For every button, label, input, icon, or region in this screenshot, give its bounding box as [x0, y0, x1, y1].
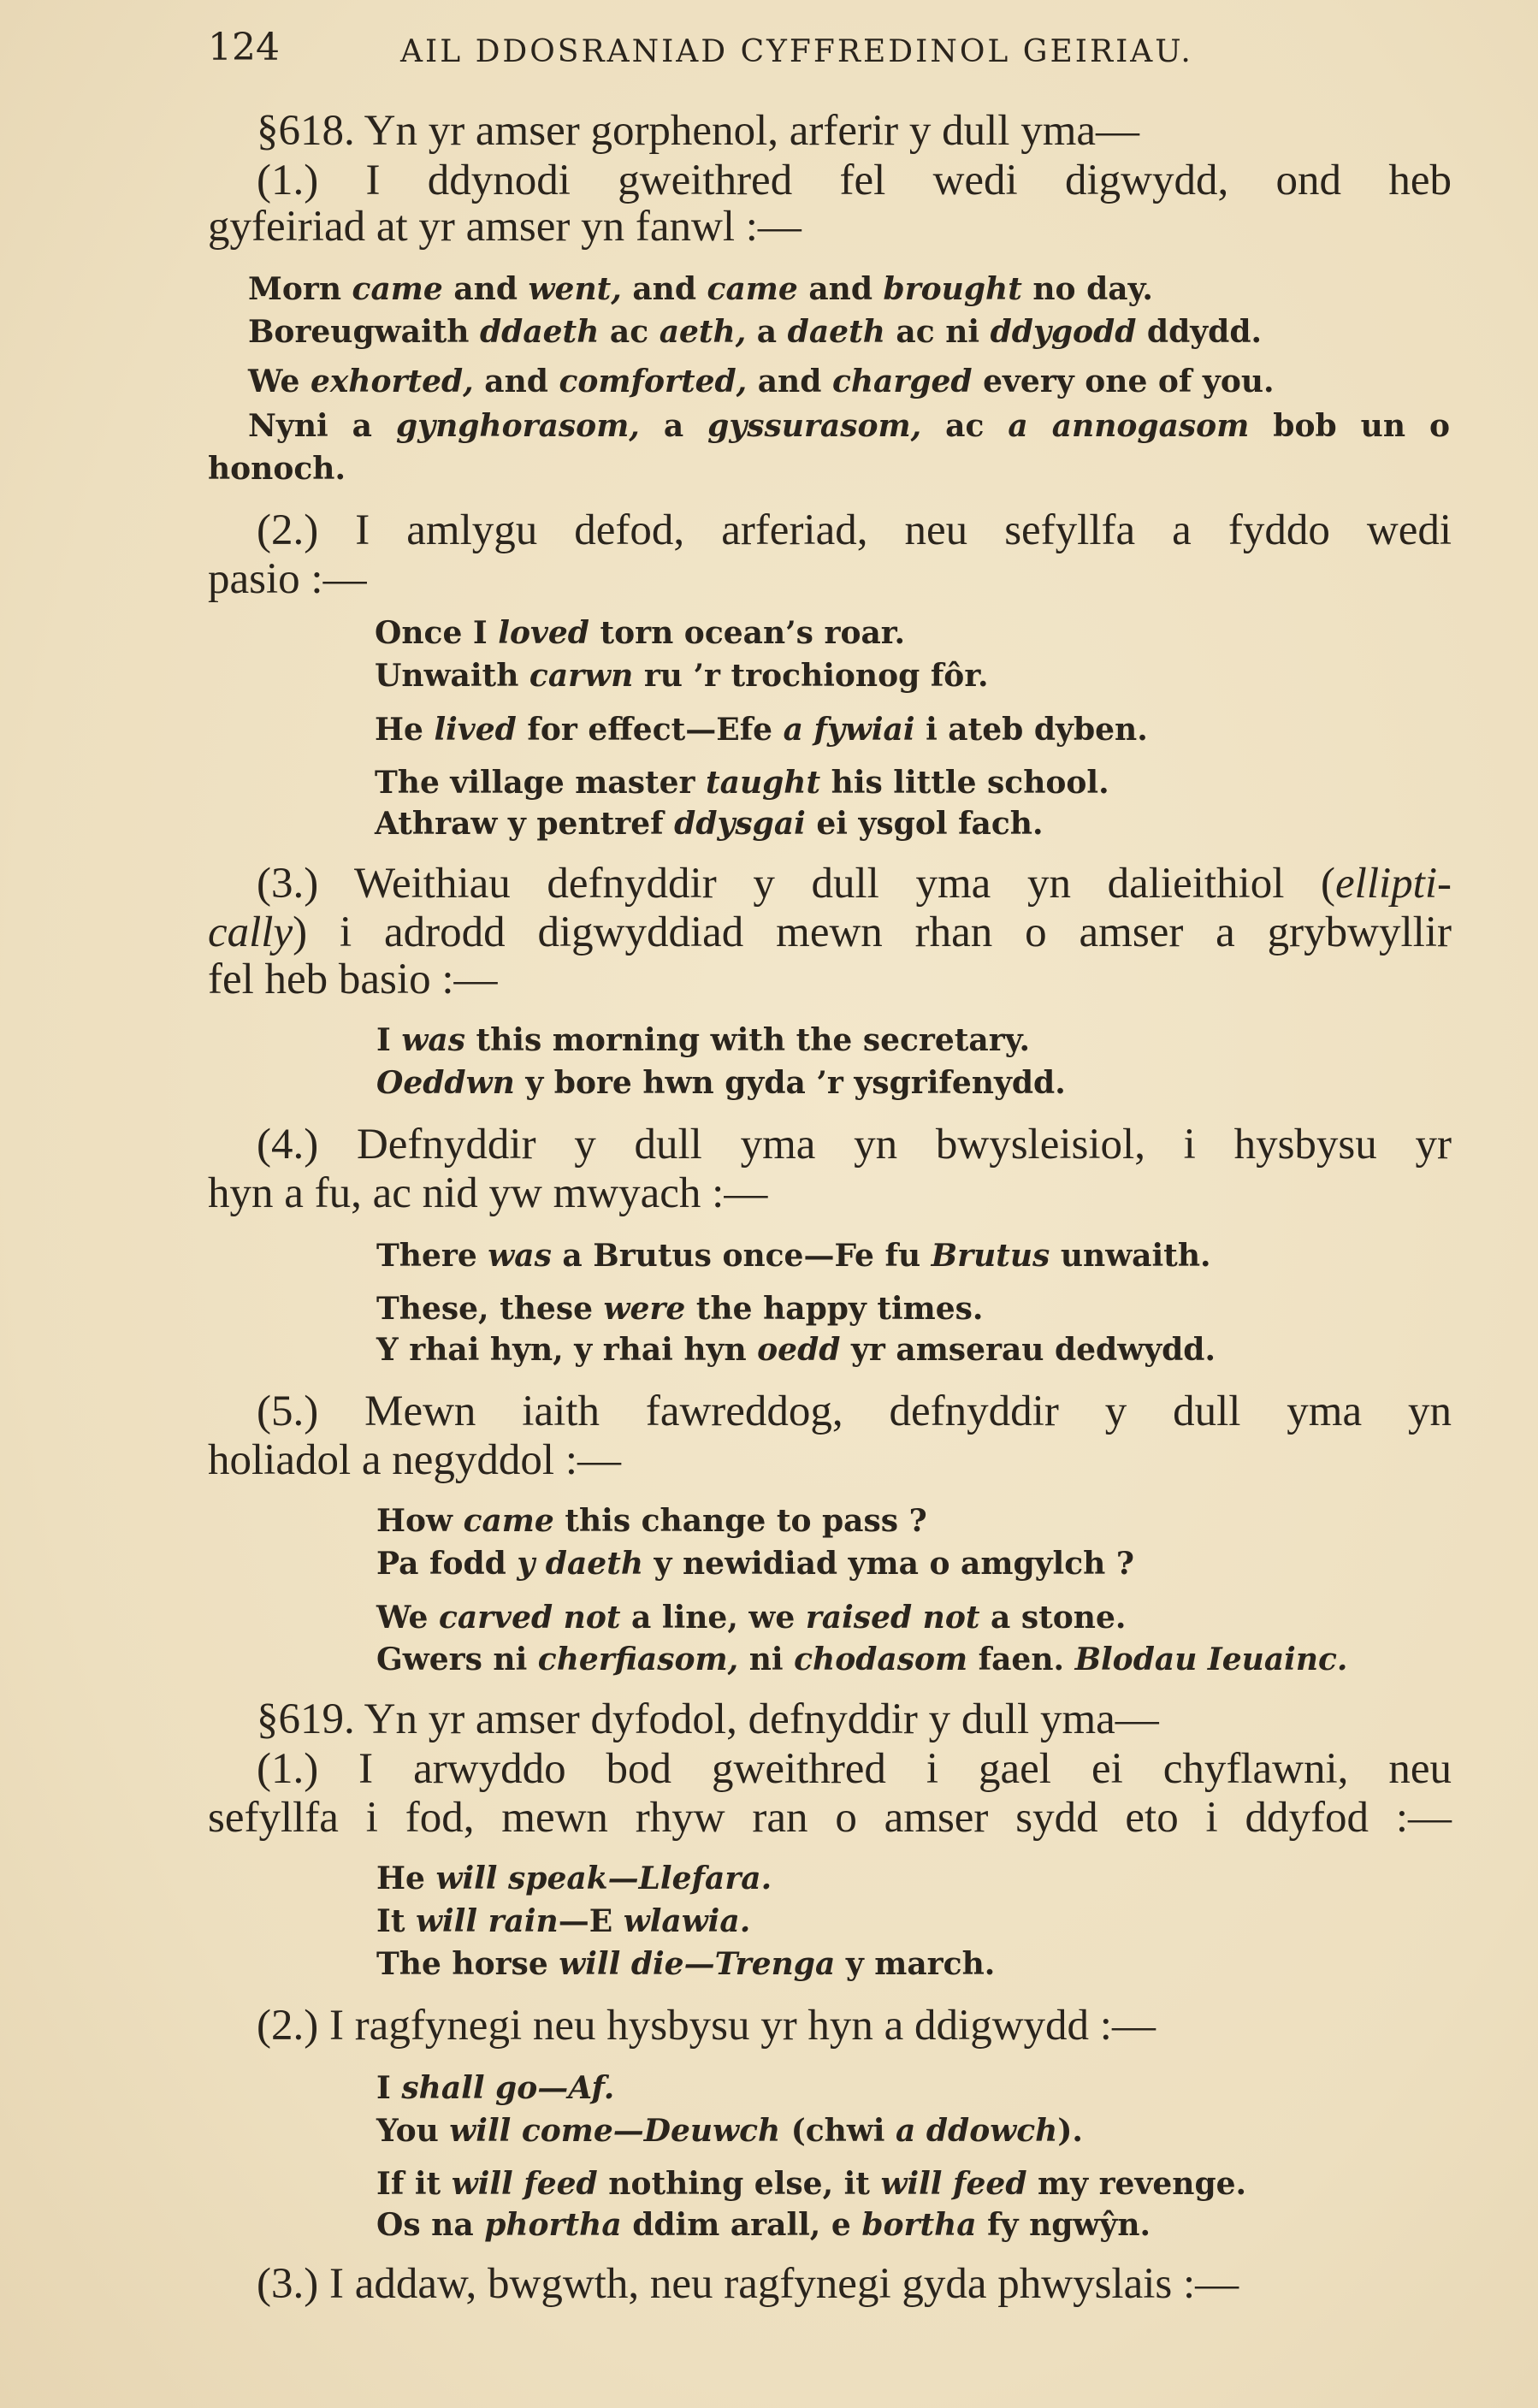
example-line: Y rhai hyn, y rhai hyn oedd yr amserau dedwydd.: [376, 1332, 1216, 1368]
paragraph-line: (5.) Mewn iaith fawreddog, defnyddir y dull yma yn: [257, 1387, 1452, 1435]
example-line: The horse will die—Trenga y march.: [376, 1946, 996, 1982]
example-line: These, these were the happy times.: [376, 1291, 984, 1327]
example-line: Os na phortha ddim arall, e bortha fy ngwŷn.: [376, 2207, 1151, 2243]
example-line: There was a Brutus once—Fe fu Brutus unwaith.: [376, 1238, 1211, 1274]
example-line: He will speak—Llefara.: [376, 1861, 772, 1896]
example-line: I shall go—Af.: [376, 2070, 615, 2106]
example-line: How came this change to pass ?: [376, 1503, 927, 1539]
example-line: Morn came and went, and came and brought no day.: [248, 271, 1153, 307]
example-line: Nyni a gynghorasom, a gyssurasom, ac a annogasom bob un o: [248, 408, 1450, 444]
paragraph-line: (4.) Defnyddir y dull yma yn bwysleisiol, i hysbysu yr: [257, 1121, 1452, 1169]
example-line: Unwaith carwn ru ’r trochionog fôr.: [375, 658, 989, 694]
paragraph-line: (3.) Weithiau defnyddir y dull yma yn dalieithiol (ellipti-: [257, 860, 1452, 908]
example-line: Athraw y pentref ddysgai ei ysgol fach.: [375, 806, 1044, 842]
running-title: AIL DDOSRANIAD CYFFREDINOL GEIRIAU.: [400, 34, 1193, 69]
paragraph-line: (1.) I ddynodi gweithred fel wedi digwydd, ond heb: [257, 157, 1452, 204]
example-line: Once I loved torn ocean’s roar.: [375, 615, 905, 651]
paragraph-line: gyfeiriad at yr amser yn fanwl :—: [208, 203, 802, 251]
example-line: We carved not a line, we raised not a stone.: [376, 1600, 1127, 1636]
paragraph-line: hyn a fu, ac nid yw mwyach :—: [208, 1169, 768, 1217]
paragraph-line: (2.) I amlygu defod, arferiad, neu sefyllfa a fyddo wedi: [257, 506, 1452, 554]
example-line: He lived for effect—Efe a fywiai i ateb dyben.: [375, 712, 1148, 748]
section-618-heading: §618. Yn yr amser gorphenol, arferir y dull yma—: [257, 107, 1140, 155]
page-header: [208, 26, 1273, 77]
example-line: We exhorted, and comforted, and charged every one of you.: [248, 364, 1275, 399]
example-line: If it will feed nothing else, it will feed my revenge.: [376, 2166, 1247, 2202]
paragraph-line: (2.) I ragfynegi neu hysbysu yr hyn a ddigwydd :—: [257, 2002, 1156, 2050]
paragraph-line: sefyllfa i fod, mewn rhyw ran o amser sydd eto i ddyfod :—: [208, 1794, 1452, 1842]
example-line: Boreugwaith ddaeth ac aeth, a daeth ac ni ddygodd ddydd.: [248, 314, 1263, 350]
paragraph-line: cally) i adrodd digwyddiad mewn rhan o amser a grybwyllir: [208, 908, 1452, 956]
section-619-heading: §619. Yn yr amser dyfodol, defnyddir y dull yma—: [257, 1695, 1159, 1743]
example-line: I was this morning with the secretary.: [376, 1022, 1031, 1058]
example-line: It will rain—E wlawia.: [376, 1903, 751, 1939]
paragraph-line: holiadol a negyddol :—: [208, 1436, 622, 1484]
example-line: Gwers ni cherfiasom, ni chodasom faen. Blodau Ieuainc.: [376, 1642, 1348, 1677]
paragraph-line: (1.) I arwyddo bod gweithred i gael ei chyflawni, neu: [257, 1745, 1452, 1793]
example-line: You will come—Deuwch (chwi a ddowch).: [376, 2113, 1083, 2149]
example-line: Pa fodd y daeth y newidiad yma o amgylch ?: [376, 1546, 1134, 1582]
example-line: Oeddwn y bore hwn gyda ’r ysgrifenydd.: [376, 1065, 1066, 1101]
page-number: 124: [208, 26, 280, 69]
example-line: The village master taught his little school.: [375, 765, 1109, 801]
paragraph-line: (3.) I addaw, bwgwth, neu ragfynegi gyda phwyslais :—: [257, 2260, 1239, 2308]
example-line: honoch.: [208, 451, 346, 487]
paragraph-line: fel heb basio :—: [208, 956, 498, 1003]
paragraph-line: pasio :—: [208, 555, 367, 603]
